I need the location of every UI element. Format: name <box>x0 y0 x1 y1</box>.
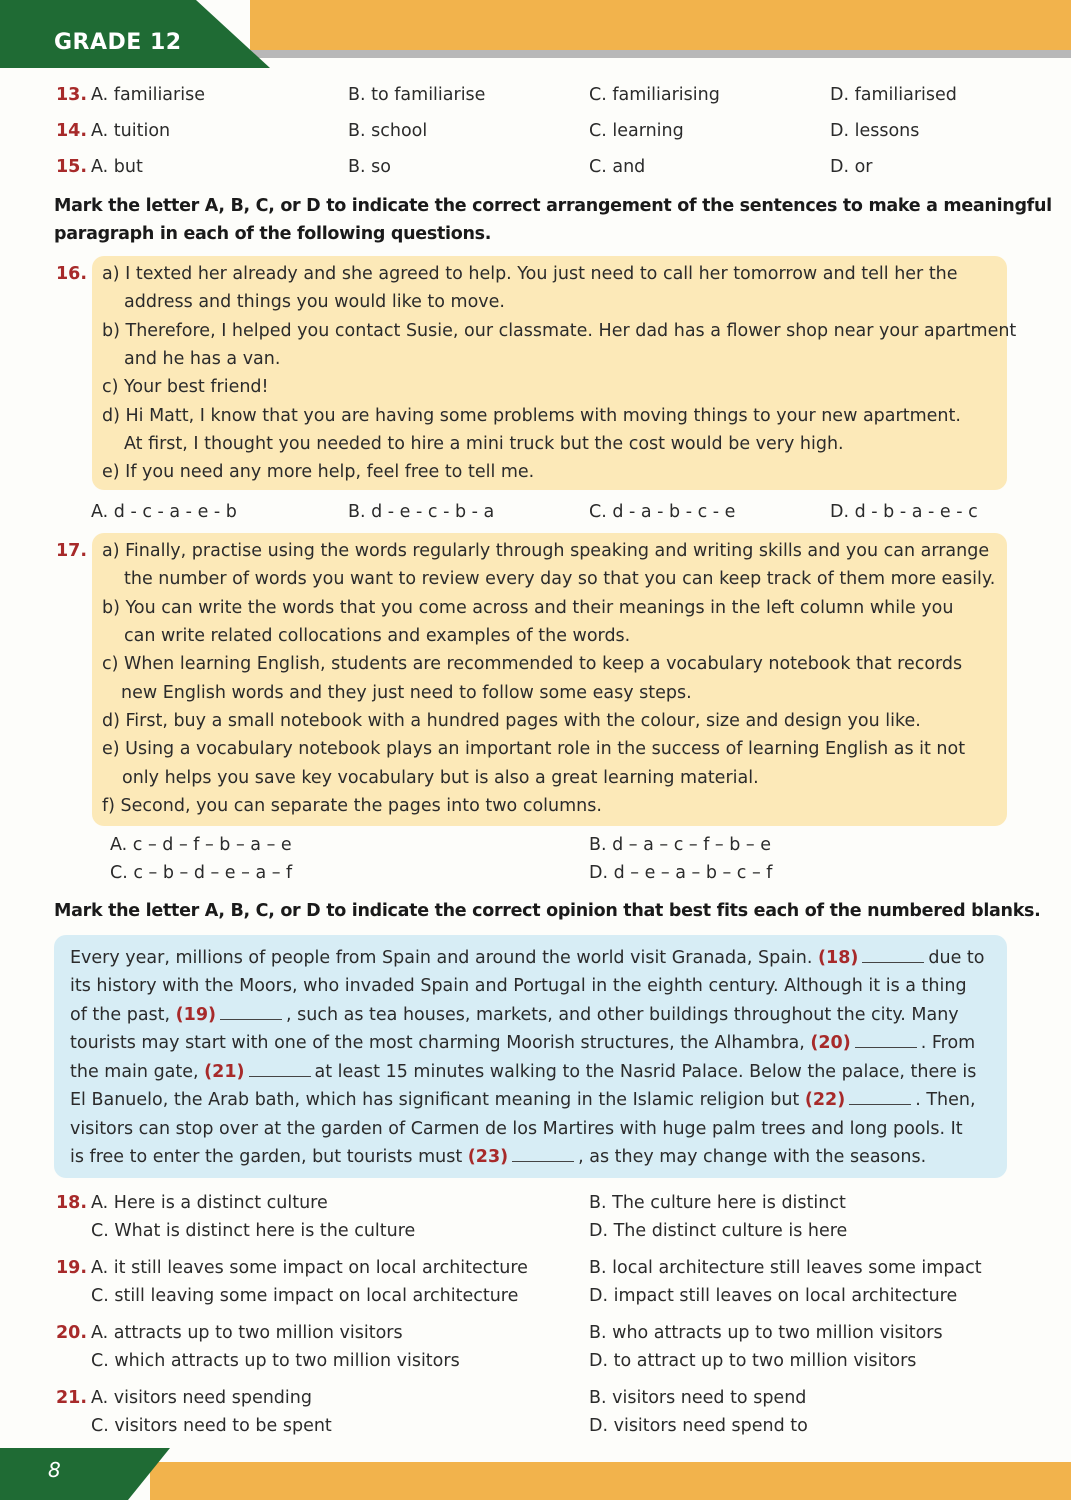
question-number-16: 16. <box>56 264 88 284</box>
footer-green-tab <box>0 1448 170 1500</box>
blank-number-23: (23) <box>467 1147 509 1167</box>
passage-text: , as they may change with the seasons. <box>578 1147 927 1167</box>
sentence-line: At first, I thought you needed to hire a mini truck but the cost would be very high. <box>124 434 844 454</box>
sentence-line: f) Second, you can separate the pages into two columns. <box>102 796 602 816</box>
sentence-line: d) Hi Matt, I know that you are having some problems with moving things to your new apartment. <box>102 406 961 426</box>
option-c: C. c – b – d – e – a – f <box>110 863 293 883</box>
option-d: D. d – e – a – b – c – f <box>589 863 773 883</box>
blank-number-22: (22) <box>804 1090 846 1110</box>
option-a: A. d - c - a - e - b <box>91 502 237 522</box>
sentence-line: b) Therefore, I helped you contact Susie, our classmate. Her dad has a flower shop near your apartment <box>102 321 1017 341</box>
passage-line <box>70 1086 976 1115</box>
option-a: A. Here is a distinct culture <box>91 1193 328 1213</box>
sentence-line: c) Your best friend! <box>102 377 269 397</box>
option-b: B. local architecture still leaves some impact <box>589 1258 982 1278</box>
question-number: 20. <box>56 1323 88 1343</box>
passage-text: Every year, millions of people from Spain and around the world visit Granada, Spain. <box>70 948 813 968</box>
passage-text: of the past, <box>70 1005 171 1025</box>
sentence-line: a) I texted her already and she agreed to help. You just need to call her tomorrow and tell her the <box>102 264 958 284</box>
sentence-line: address and things you would like to move. <box>124 292 505 312</box>
sentence-line: b) You can write the words that you come across and their meanings in the left column while you <box>102 598 954 618</box>
header-gray-band <box>250 50 1071 58</box>
blank-line <box>855 1046 917 1048</box>
instruction-cloze: Mark the letter A, B, C, or D to indicate the correct opinion that best fits each of the numbered blanks. <box>54 901 1041 921</box>
passage-line <box>70 1029 975 1058</box>
sentence-line: can write related collocations and examples of the words. <box>124 626 631 646</box>
passage-line: its history with the Moors, who invaded Spain and Portugal in the eighth century. Although it is a thing <box>70 976 967 996</box>
option-b: B. d – a – c – f – b – e <box>589 835 771 855</box>
passage-text: , such as tea houses, markets, and other buildings throughout the city. Many <box>286 1005 959 1025</box>
blank-number-19: (19) <box>175 1005 217 1025</box>
blank-number-18: (18) <box>818 948 859 968</box>
option-c: C. still leaving some impact on local architecture <box>91 1286 519 1306</box>
option-b: B. visitors need to spend <box>589 1388 807 1408</box>
option-d: D. visitors need spend to <box>589 1416 808 1436</box>
sentence-line: the number of words you want to review every day so that you can keep track of them more easily. <box>124 569 996 589</box>
passage-text: at least 15 minutes walking to the Nasrid Palace. Below the palace, there is <box>314 1062 977 1082</box>
question-number: 19. <box>56 1258 88 1278</box>
option-a: A. familiarise <box>91 85 205 105</box>
option-a: A. attracts up to two million visitors <box>91 1323 403 1343</box>
passage-text: tourists may start with one of the most charming Moorish structures, the Alhambra, <box>70 1033 805 1053</box>
question-number-17: 17. <box>56 541 88 561</box>
passage-text: due to <box>928 948 985 968</box>
sentence-line: only helps you save key vocabulary but is also a great learning material. <box>122 768 759 788</box>
sentence-line: a) Finally, practise using the words regularly through speaking and writing skills and you can arrange <box>102 541 990 561</box>
option-d: D. lessons <box>830 121 920 141</box>
option-b: B. who attracts up to two million visitors <box>589 1323 943 1343</box>
option-c: C. What is distinct here is the culture <box>91 1221 416 1241</box>
passage-text: El Banuelo, the Arab bath, which has significant meaning in the Islamic religion but <box>70 1090 800 1110</box>
passage-line <box>70 1058 976 1087</box>
passage-text: is free to enter the garden, but tourists must <box>70 1147 463 1167</box>
passage-line <box>70 1143 926 1172</box>
page-number: 8 <box>48 1458 61 1482</box>
option-b: B. to familiarise <box>348 85 486 105</box>
question-number: 13. <box>56 85 88 105</box>
sentence-line: c) When learning English, students are recommended to keep a vocabulary notebook that records <box>102 654 963 674</box>
blank-line <box>862 961 924 963</box>
option-b: B. The culture here is distinct <box>589 1193 846 1213</box>
passage-text: . From <box>920 1033 976 1053</box>
option-c: C. learning <box>589 121 684 141</box>
sentence-line: new English words and they just need to follow some easy steps. <box>121 683 692 703</box>
option-a: A. it still leaves some impact on local architecture <box>91 1258 528 1278</box>
passage-line <box>70 1001 959 1030</box>
question-number: 15. <box>56 157 88 177</box>
option-c: C. d - a - b - c - e <box>589 502 736 522</box>
sentence-line: d) First, buy a small notebook with a hundred pages with the colour, size and design you like. <box>102 711 921 731</box>
option-b: B. so <box>348 157 391 177</box>
option-a: A. visitors need spending <box>91 1388 312 1408</box>
option-d: D. familiarised <box>830 85 957 105</box>
option-c: C. familiarising <box>589 85 720 105</box>
sentence-line: e) Using a vocabulary notebook plays an important role in the success of learning English as it not <box>102 739 966 759</box>
header-orange-band <box>250 0 1071 50</box>
blank-line <box>512 1160 574 1162</box>
grade-title: GRADE 12 <box>54 30 182 55</box>
instruction-arrangement-line2: paragraph in each of the following questions. <box>54 224 492 244</box>
question-number: 14. <box>56 121 88 141</box>
question-number: 21. <box>56 1388 88 1408</box>
footer-orange-band <box>150 1462 1071 1500</box>
option-d: D. impact still leaves on local architecture <box>589 1286 958 1306</box>
option-a: A. c – d – f – b – a – e <box>110 835 292 855</box>
question-number: 18. <box>56 1193 88 1213</box>
option-d: D. The distinct culture is here <box>589 1221 848 1241</box>
passage-text: . Then, <box>915 1090 976 1110</box>
sentence-line: and he has a van. <box>124 349 281 369</box>
option-c: C. and <box>589 157 646 177</box>
blank-line <box>220 1018 282 1020</box>
option-d: D. d - b - a - e - c <box>830 502 978 522</box>
passage-line <box>70 944 984 973</box>
option-c: C. visitors need to be spent <box>91 1416 332 1436</box>
instruction-arrangement-line1: Mark the letter A, B, C, or D to indicate the correct arrangement of the sentences to make a meaningful <box>54 196 1052 216</box>
blank-number-20: (20) <box>810 1033 851 1053</box>
passage-line: visitors can stop over at the garden of Carmen de los Martires with huge palm trees and long pools. It <box>70 1119 963 1139</box>
blank-number-21: (21) <box>204 1062 245 1082</box>
option-b: B. school <box>348 121 428 141</box>
option-d: D. or <box>830 157 873 177</box>
option-a: A. but <box>91 157 143 177</box>
option-a: A. tuition <box>91 121 171 141</box>
option-d: D. to attract up to two million visitors <box>589 1351 917 1371</box>
blank-line <box>249 1075 311 1077</box>
blank-line <box>849 1103 911 1105</box>
passage-text: the main gate, <box>70 1062 199 1082</box>
sentence-line: e) If you need any more help, feel free to tell me. <box>102 462 535 482</box>
option-b: B. d - e - c - b - a <box>348 502 495 522</box>
option-c: C. which attracts up to two million visitors <box>91 1351 460 1371</box>
